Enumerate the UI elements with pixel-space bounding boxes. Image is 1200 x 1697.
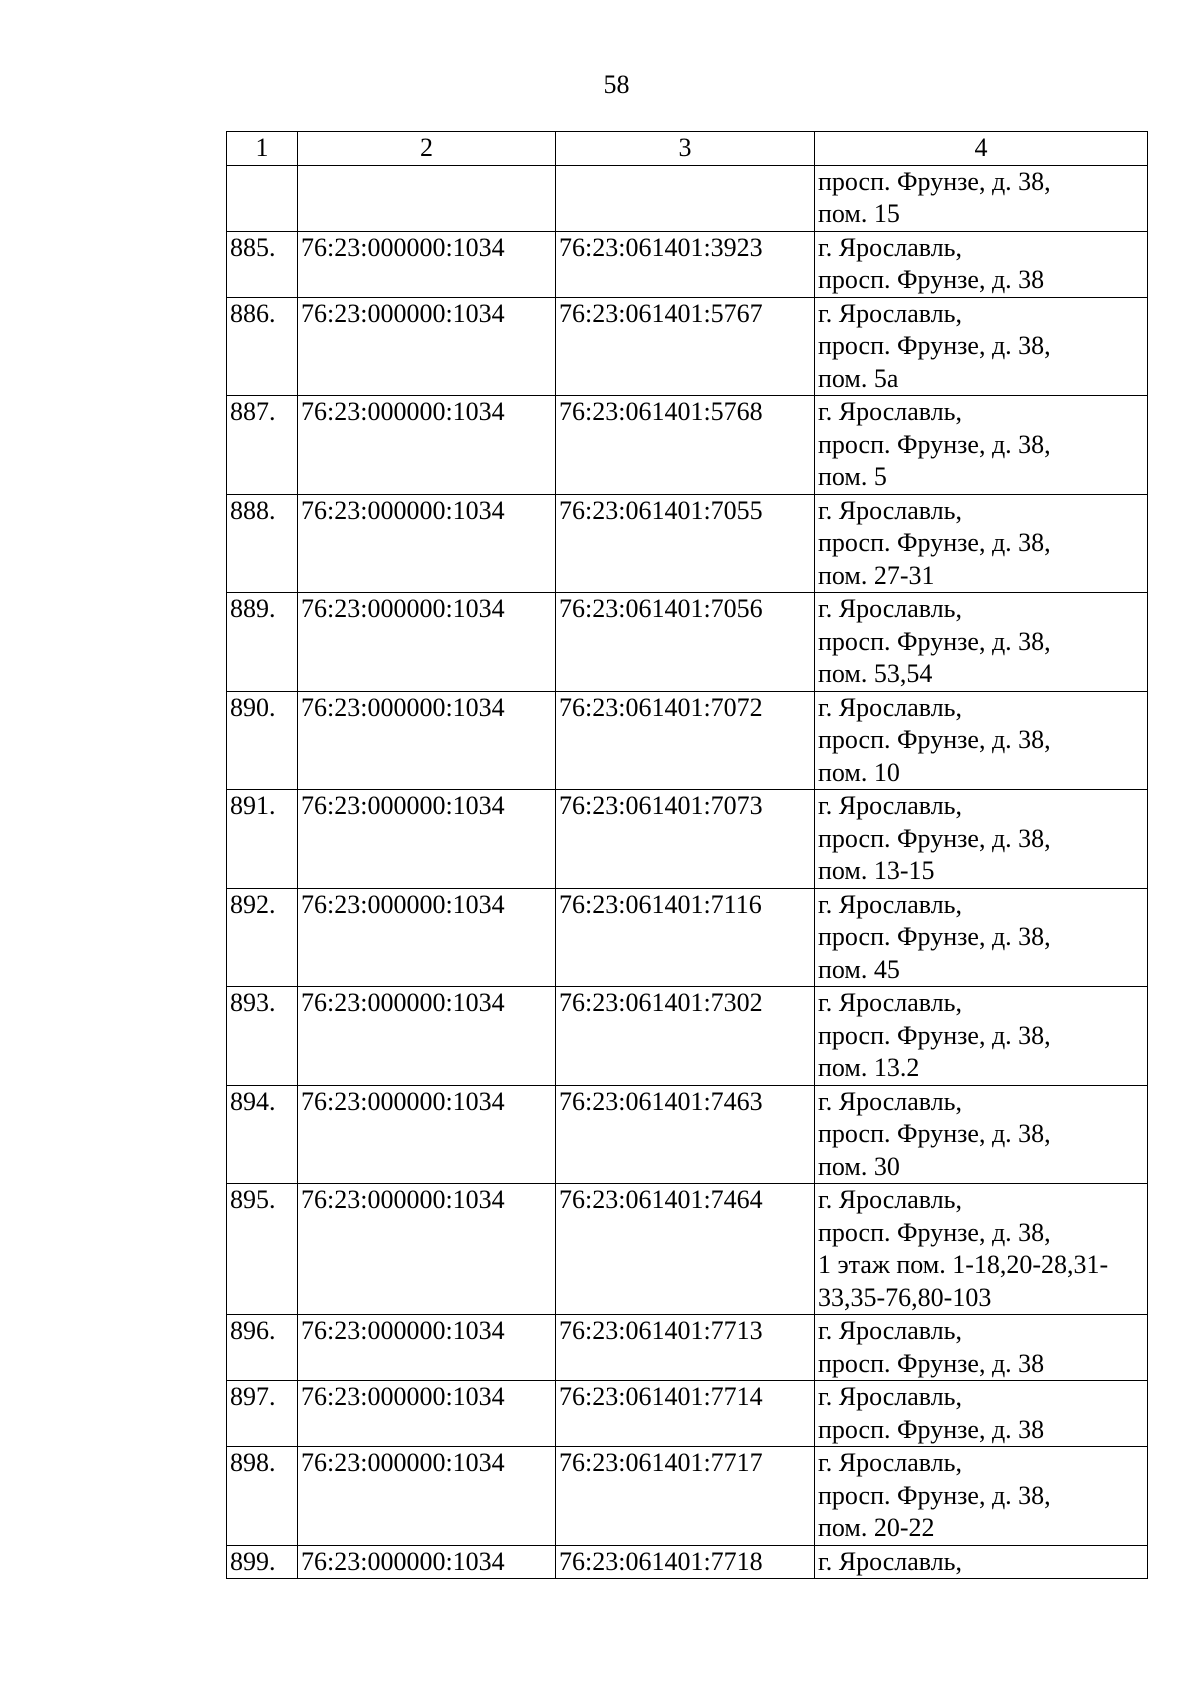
address-line: просп. Фрунзе, д. 38, (818, 528, 1051, 557)
header-cell-2: 2 (298, 132, 556, 166)
address-cell (815, 593, 1148, 692)
address-line: г. Ярославль, (818, 1546, 963, 1576)
row-number-cell: 894. (227, 1085, 298, 1184)
row-number-cell: 885. (227, 231, 298, 297)
cadastral-number-cell: 76:23:061401:7464 (556, 1184, 815, 1315)
address-line: пом. 45 (818, 954, 900, 984)
address-line: просп. Фрунзе, д. 38, (818, 429, 1051, 459)
address-cell (815, 297, 1148, 396)
address-line: пом. 15 (818, 199, 900, 228)
address-line: просп. Фрунзе, д. 38, (818, 331, 1051, 360)
address-cell (815, 165, 1148, 231)
row-number-cell: 887. (227, 396, 298, 495)
header-cell-3: 3 (556, 132, 815, 166)
cadastral-number-cell: 76:23:061401:7056 (556, 593, 815, 692)
address-line: 33,35-76,80-103 (818, 1282, 992, 1312)
address-cell (815, 790, 1148, 889)
table-row (227, 593, 1148, 692)
address-line: г. Ярославль, (818, 397, 963, 426)
cadastral-number-cell: 76:23:061401:7463 (556, 1085, 815, 1184)
page-number: 58 (603, 70, 630, 99)
cadastral-number-cell: 76:23:061401:7713 (556, 1315, 815, 1381)
header-row (227, 132, 1148, 166)
address-line: просп. Фрунзе, д. 38, (818, 626, 1051, 656)
table-header (227, 132, 1148, 166)
address-cell (815, 396, 1148, 495)
address-line: г. Ярославль, (818, 495, 963, 525)
row-number-cell: 888. (227, 494, 298, 593)
address-cell (815, 691, 1148, 790)
address-line: просп. Фрунзе, д. 38, (818, 1217, 1051, 1247)
table-row (227, 1315, 1148, 1381)
cadastral-number-cell: 76:23:000000:1034 (298, 297, 556, 396)
cadastral-number-cell: 76:23:061401:7116 (556, 888, 815, 987)
cadastral-number-cell: 76:23:061401:7073 (556, 790, 815, 889)
address-line: просп. Фрунзе, д. 38, (818, 1119, 1051, 1148)
cadastral-number-cell: 76:23:061401:7718 (556, 1545, 815, 1579)
address-line: просп. Фрунзе, д. 38, (818, 725, 1051, 754)
table-row (227, 231, 1148, 297)
cadastral-number-cell: 76:23:000000:1034 (298, 987, 556, 1086)
cadastral-number-cell: 76:23:061401:7717 (556, 1447, 815, 1546)
address-line: г. Ярославль, (818, 1448, 963, 1477)
table-row (227, 1085, 1148, 1184)
address-line: просп. Фрунзе, д. 38, (818, 1480, 1051, 1510)
table-row (227, 790, 1148, 889)
address-line: пом. 13.2 (818, 1053, 920, 1082)
cadastral-number-cell: 76:23:000000:1034 (298, 1085, 556, 1184)
row-number-cell: 896. (227, 1315, 298, 1381)
row-number-cell: 889. (227, 593, 298, 692)
cadastral-number-cell: 76:23:061401:7072 (556, 691, 815, 790)
address-cell (815, 1381, 1148, 1447)
cadastral-number-cell (556, 165, 815, 231)
header-cell-1: 1 (227, 132, 298, 166)
row-number-cell: 891. (227, 790, 298, 889)
address-line: просп. Фрунзе, д. 38, (818, 823, 1051, 853)
address-line: пом. 5а (818, 363, 899, 393)
table-row (227, 987, 1148, 1086)
address-line: пом. 30 (818, 1151, 900, 1181)
cadastral-number-cell: 76:23:061401:3923 (556, 231, 815, 297)
address-cell (815, 1184, 1148, 1315)
address-line: просп. Фрунзе, д. 38, (818, 166, 1051, 196)
address-line: г. Ярославль, (818, 1382, 963, 1411)
table-row (227, 165, 1148, 231)
table-row (227, 1184, 1148, 1315)
address-line: просп. Фрунзе, д. 38 (818, 1348, 1045, 1378)
row-number-cell: 890. (227, 691, 298, 790)
address-line: пом. 13-15 (818, 856, 935, 885)
table-row (227, 1381, 1148, 1447)
address-line: г. Ярославль, (818, 1086, 963, 1116)
cadastral-number-cell: 76:23:000000:1034 (298, 593, 556, 692)
address-line: просп. Фрунзе, д. 38 (818, 1414, 1045, 1444)
address-cell (815, 231, 1148, 297)
address-line: пом. 20-22 (818, 1513, 935, 1542)
row-number-cell (227, 165, 298, 231)
address-line: г. Ярославль, (818, 1185, 963, 1214)
address-line: 1 этаж пом. 1-18,20-28,31- (818, 1250, 1109, 1279)
row-number-cell: 895. (227, 1184, 298, 1315)
registry-table (226, 131, 1148, 1579)
cadastral-number-cell: 76:23:000000:1034 (298, 231, 556, 297)
row-number-cell: 892. (227, 888, 298, 987)
cadastral-number-cell: 76:23:000000:1034 (298, 396, 556, 495)
row-number-cell: 886. (227, 297, 298, 396)
address-cell (815, 1545, 1148, 1579)
cadastral-number-cell: 76:23:000000:1034 (298, 888, 556, 987)
address-cell (815, 1447, 1148, 1546)
cadastral-number-cell: 76:23:061401:5768 (556, 396, 815, 495)
address-line: пом. 27-31 (818, 560, 935, 590)
table-row (227, 1447, 1148, 1546)
cadastral-number-cell: 76:23:000000:1034 (298, 1315, 556, 1381)
table-row (227, 297, 1148, 396)
cadastral-number-cell: 76:23:000000:1034 (298, 1545, 556, 1579)
address-line: просп. Фрунзе, д. 38 (818, 265, 1045, 294)
cadastral-number-cell: 76:23:061401:5767 (556, 297, 815, 396)
address-cell (815, 987, 1148, 1086)
address-line: г. Ярославль, (818, 791, 963, 820)
table-row (227, 396, 1148, 495)
address-cell (815, 494, 1148, 593)
address-line: г. Ярославль, (818, 298, 963, 328)
cadastral-number-cell: 76:23:000000:1034 (298, 1184, 556, 1315)
address-line: пом. 53,54 (818, 659, 933, 688)
table-row (227, 888, 1148, 987)
address-line: г. Ярославль, (818, 1316, 963, 1345)
address-cell (815, 888, 1148, 987)
cadastral-number-cell: 76:23:000000:1034 (298, 494, 556, 593)
row-number-cell: 893. (227, 987, 298, 1086)
address-line: просп. Фрунзе, д. 38, (818, 1020, 1051, 1050)
cadastral-number-cell: 76:23:000000:1034 (298, 1447, 556, 1546)
address-line: г. Ярославль, (818, 889, 963, 919)
cadastral-number-cell: 76:23:061401:7714 (556, 1381, 815, 1447)
address-line: пом. 5 (818, 462, 887, 491)
address-line: г. Ярославль, (818, 988, 963, 1017)
address-line: г. Ярославль, (818, 594, 963, 623)
cadastral-number-cell: 76:23:000000:1034 (298, 691, 556, 790)
table-row (227, 494, 1148, 593)
address-line: просп. Фрунзе, д. 38, (818, 922, 1051, 951)
row-number-cell: 897. (227, 1381, 298, 1447)
row-number-cell: 898. (227, 1447, 298, 1546)
address-cell (815, 1315, 1148, 1381)
table-row (227, 691, 1148, 790)
row-number-cell: 899. (227, 1545, 298, 1579)
cadastral-number-cell: 76:23:000000:1034 (298, 790, 556, 889)
header-cell-4: 4 (815, 132, 1148, 166)
cadastral-number-cell: 76:23:061401:7055 (556, 494, 815, 593)
address-line: г. Ярославль, (818, 692, 963, 722)
address-line: г. Ярославль, (818, 232, 963, 262)
address-line: пом. 10 (818, 757, 900, 787)
cadastral-number-cell: 76:23:061401:7302 (556, 987, 815, 1086)
cadastral-number-cell: 76:23:000000:1034 (298, 1381, 556, 1447)
address-cell (815, 1085, 1148, 1184)
table-body (227, 165, 1148, 1579)
table-row (227, 1545, 1148, 1579)
cadastral-number-cell (298, 165, 556, 231)
